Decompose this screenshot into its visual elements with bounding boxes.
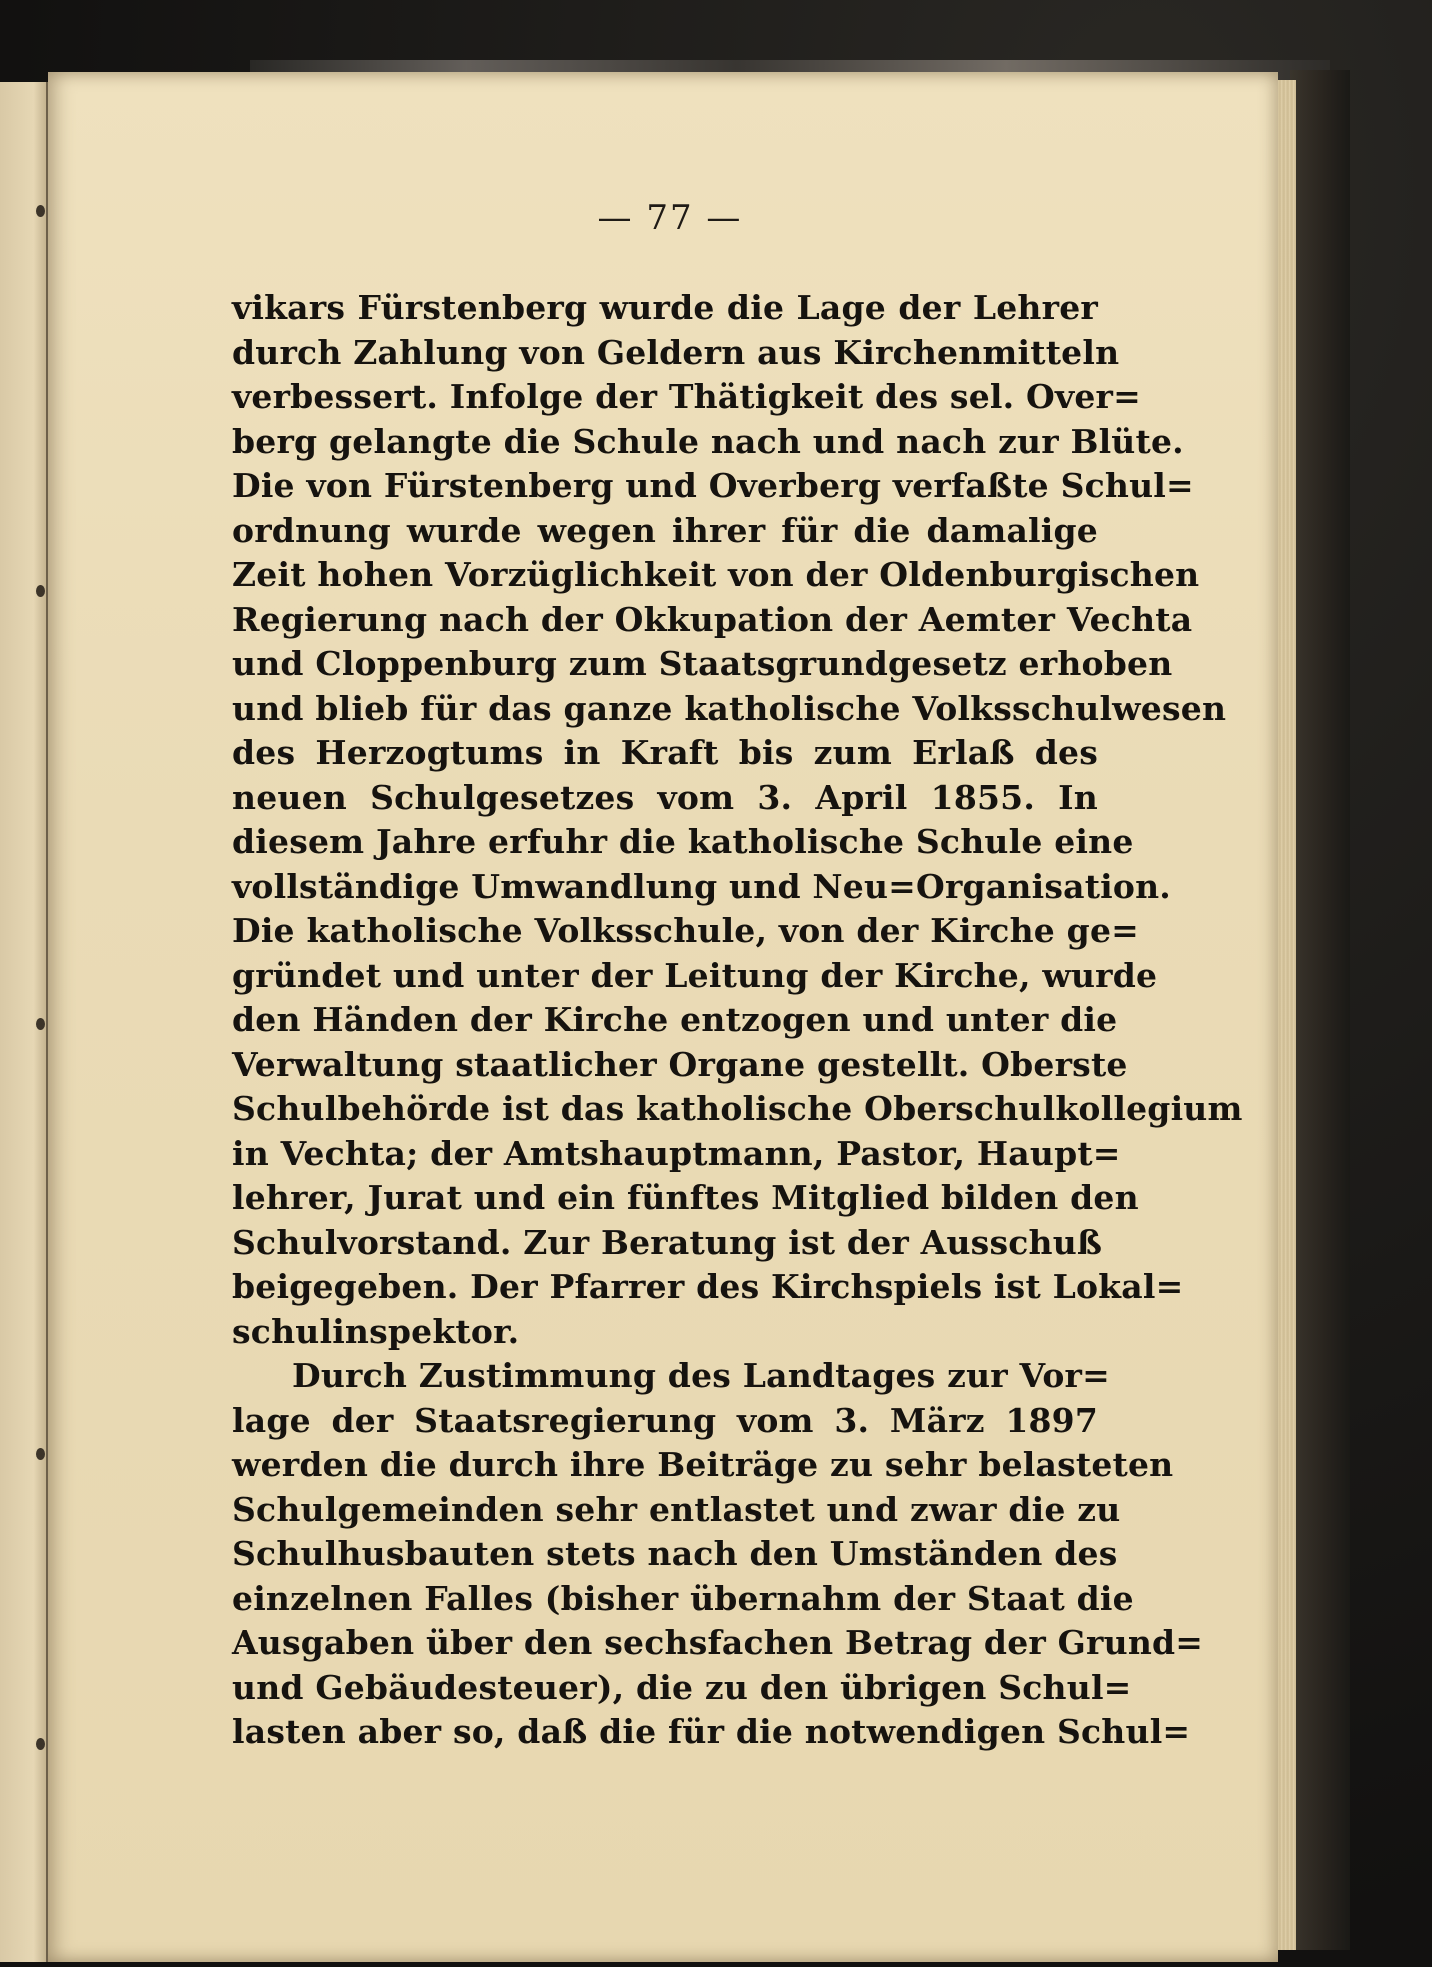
text-line: neuen Schulgesetzes vom 3. April 1855. In <box>232 777 1098 817</box>
text-line: beigegeben. Der Pfarrer des Kirchspiels ist Lokal= <box>232 1267 1184 1306</box>
text-line: Schulgemeinden sehr entlastet und zwar die zu <box>232 1489 1121 1529</box>
binding-stitch <box>36 1018 45 1030</box>
binding-stitch <box>36 585 45 597</box>
text-line: lasten aber so, daß die für die notwendigen Schul= <box>232 1712 1191 1751</box>
text-line: Schulvorstand. Zur Beratung ist der Ausschuß <box>232 1222 1103 1262</box>
text-line: werden die durch ihre Beiträge zu sehr belasteten <box>232 1445 1174 1484</box>
book-spine <box>1290 70 1350 1950</box>
text-line: gründet und unter der Leitung der Kirche, wurde <box>232 955 1158 995</box>
text-line: und Cloppenburg zum Staatsgrundgesetz erhoben <box>232 644 1173 683</box>
text-line: lage der Staatsregierung vom 3. März 1897 <box>232 1400 1098 1440</box>
text-line: diesem Jahre erfuhr die katholische Schule eine <box>232 822 1134 861</box>
page-number: — 77 — <box>597 198 743 238</box>
text-line: Schulhusbauten stets nach den Umständen des <box>232 1534 1118 1573</box>
text-line: vikars Fürstenberg wurde die Lage der Lehrer <box>232 288 1098 327</box>
text-line: lehrer, Jurat und ein fünftes Mitglied bilden den <box>232 1178 1139 1217</box>
text-line: Schulbehörde ist das katholische Oberschulkollegium <box>232 1089 1243 1128</box>
text-line: Zeit hohen Vorzüglichkeit von der Oldenburgischen <box>232 555 1200 594</box>
text-line: des Herzogtums in Kraft bis zum Erlaß des <box>232 733 1098 772</box>
text-line: in Vechta; der Amtshauptmann, Pastor, Haupt= <box>232 1133 1121 1173</box>
text-line: Die katholische Volksschule, von der Kirche ge= <box>232 911 1139 950</box>
text-line: verbessert. Infolge der Thätigkeit des sel. Over= <box>232 377 1141 416</box>
text-line: ordnung wurde wegen ihrer für die damalige <box>232 510 1098 550</box>
text-line: Die von Fürstenberg und Overberg verfaßte Schul= <box>232 466 1194 505</box>
text-line: durch Zahlung von Geldern aus Kirchenmitteln <box>232 332 1120 372</box>
binding-stitch <box>36 1738 45 1750</box>
binding-stitch <box>36 1448 45 1460</box>
text-line: Regierung nach der Okkupation der Aemter Vechta <box>232 599 1193 639</box>
text-line: schulinspektor. <box>232 1311 520 1351</box>
text-line: Verwaltung staatlicher Organe gestellt. Oberste <box>232 1044 1128 1084</box>
binding-stitch <box>36 205 45 217</box>
text-line: vollständige Umwandlung und Neu=Organisation. <box>232 866 1171 906</box>
text-line: berg gelangte die Schule nach und nach zur Blüte. <box>232 421 1184 461</box>
text-line: den Händen der Kirche entzogen und unter die <box>232 1000 1118 1039</box>
text-line: und blieb für das ganze katholische Volksschulwesen <box>232 688 1227 728</box>
text-line: Ausgaben über den sechsfachen Betrag der Grund= <box>232 1623 1204 1662</box>
text-line: Durch Zustimmung des Landtages zur Vor= <box>292 1356 1110 1395</box>
body-text <box>232 286 1243 1755</box>
text-line: und Gebäudesteuer), die zu den übrigen Schul= <box>232 1667 1132 1707</box>
text-line: einzelnen Falles (bisher übernahm der Staat die <box>232 1578 1134 1618</box>
